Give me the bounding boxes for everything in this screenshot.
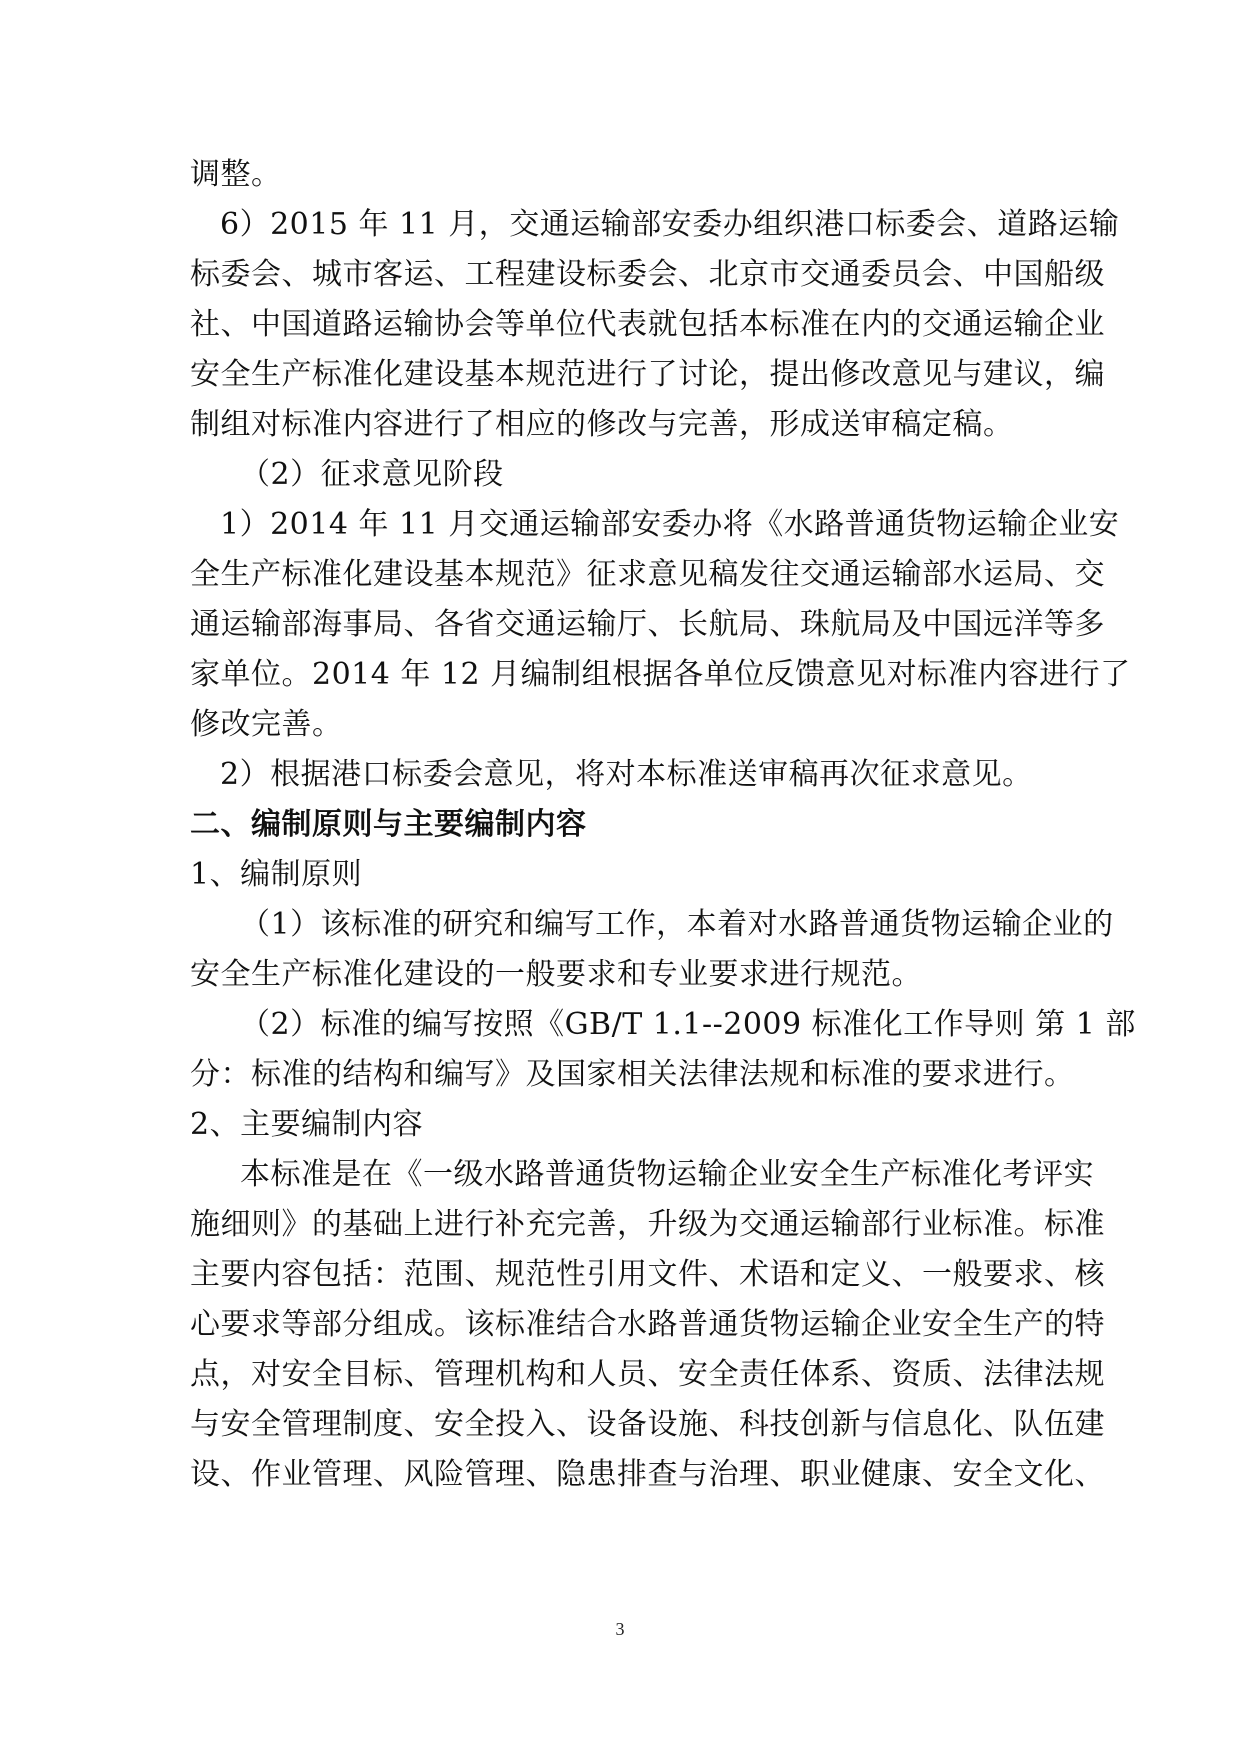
page-number: 3 (615, 1619, 625, 1639)
text-line: 社、中国道路运输协会等单位代表就包括本标准在内的交通运输企业 (190, 307, 1105, 342)
subsection-heading: 2、主要编制内容 (190, 1107, 424, 1142)
text-line: 制组对标准内容进行了相应的修改与完善，形成送审稿定稿。 (190, 407, 1014, 442)
subsection-heading: 1、编制原则 (190, 857, 363, 892)
text-line: 修改完善。 (190, 707, 343, 742)
text-line: 1）2014 年 11 月交通运输部安委办将《水路普通货物运输企业安 (220, 507, 1120, 542)
subsection-heading: （2）征求意见阶段 (240, 457, 504, 492)
text-line: 2）根据港口标委会意见，将对本标准送审稿再次征求意见。 (220, 757, 1033, 792)
text-line: 家单位。2014 年 12 月编制组根据各单位反馈意见对标准内容进行了 (190, 657, 1131, 692)
text-line: 本标准是在《一级水路普通货物运输企业安全生产标准化考评实 (240, 1157, 1094, 1192)
text-line: 标委会、城市客运、工程建设标委会、北京市交通委员会、中国船级 (190, 257, 1105, 292)
text-line: 通运输部海事局、各省交通运输厅、长航局、珠航局及中国远洋等多 (190, 607, 1105, 642)
text-line: 施细则》的基础上进行补充完善，升级为交通运输部行业标准。标准 (190, 1207, 1105, 1242)
text-line: 点，对安全目标、管理机构和人员、安全责任体系、资质、法律法规 (190, 1357, 1105, 1392)
text-line: 全生产标准化建设基本规范》征求意见稿发往交通运输部水运局、交 (190, 557, 1105, 592)
text-line: （2）标准的编写按照《GB/T 1.1--2009 标准化工作导则 第 1 部 (240, 1007, 1136, 1042)
text-line: 与安全管理制度、安全投入、设备设施、科技创新与信息化、队伍建 (190, 1407, 1105, 1442)
text-line: 主要内容包括：范围、规范性引用文件、术语和定义、一般要求、核 (190, 1257, 1105, 1292)
text-line: 安全生产标准化建设的一般要求和专业要求进行规范。 (190, 957, 922, 992)
text-line: 心要求等部分组成。该标准结合水路普通货物运输企业安全生产的特 (190, 1307, 1105, 1342)
section-heading: 二、编制原则与主要编制内容 (190, 807, 587, 842)
text-line: 设、作业管理、风险管理、隐患排查与治理、职业健康、安全文化、 (190, 1457, 1105, 1492)
text-line: （1）该标准的研究和编写工作，本着对水路普通货物运输企业的 (240, 907, 1114, 942)
text-line: 调整。 (190, 157, 282, 192)
text-line: 6）2015 年 11 月，交通运输部安委办组织港口标委会、道路运输 (220, 207, 1120, 242)
text-line: 分：标准的结构和编写》及国家相关法律法规和标准的要求进行。 (190, 1057, 1075, 1092)
text-line: 安全生产标准化建设基本规范进行了讨论，提出修改意见与建议，编 (190, 357, 1105, 392)
